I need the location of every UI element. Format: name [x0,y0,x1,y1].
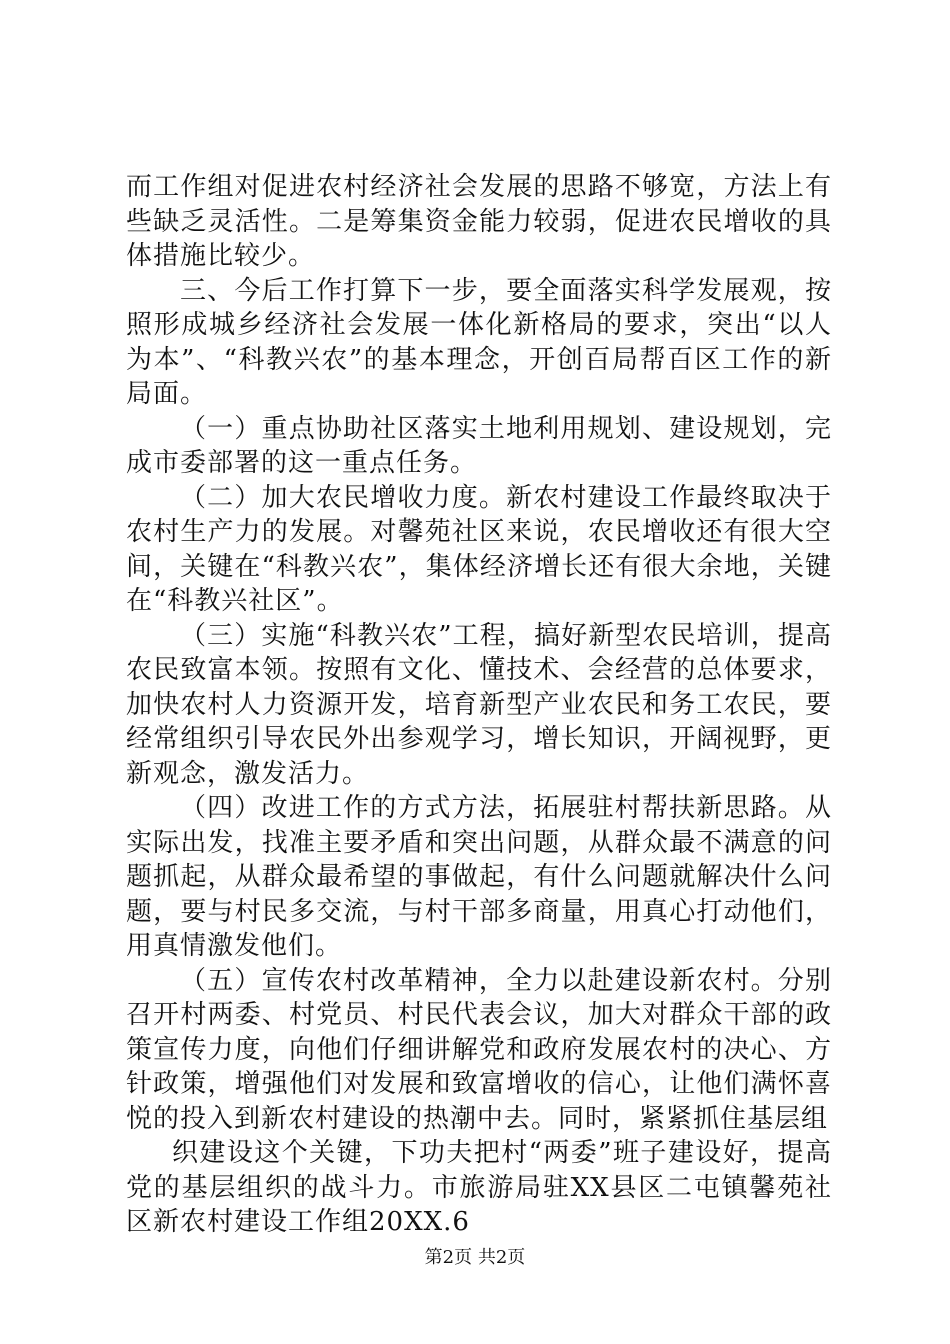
paragraph-item-three: （三）实施“科教兴农”工程，搞好新型农民培训，提高农民致富本领。按照有文化、懂技术、会经营的总体要求，加快农村人力资源开发，培育新型产业农民和务工农民，要经常组织引导农民外出参观学习，增长知识，开阔视野，更新观念，激发活力。 [126,620,832,789]
paragraph-item-five: （五）宣传农村改革精神，全力以赴建设新农村。分别召开村两委、村党员、村民代表会议，加大对群众干部的政策宣传力度，向他们仔细讲解党和政府发展农村的决心、方针政策，增强他们对发展和致富增收的信心，让他们满怀喜悦的投入到新农村建设的热潮中去。同时，紧紧抓住基层组 [126,965,832,1134]
paragraph-item-four: （四）改进工作的方式方法，拓展驻村帮扶新思路。从实际出发，找准主要矛盾和突出问题，从群众最不满意的问题抓起，从群众最希望的事做起，有什么问题就解决什么问题，要与村民多交流，与村干部多商量，用真心打动他们，用真情激发他们。 [126,793,832,961]
page-number-footer: 第2页 共2页 [424,1247,526,1268]
paragraph-item-one: （一）重点协助社区落实土地利用规划、建设规划，完成市委部署的这一重点任务。 [126,413,832,478]
paragraph-closing: 织建设这个关键，下功夫把村“两委”班子建设好，提高党的基层组织的战斗力。市旅游局驻XX县区二屯镇馨苑社区新农村建设工作组20XX.6 [126,1138,832,1237]
document-body [126,170,832,1240]
paragraph-continuation: 而工作组对促进农村经济社会发展的思路不够宽，方法上有些缺乏灵活性。二是筹集资金能力较弱，促进农民增收的具体措施比较少。 [126,172,832,271]
paragraph-item-two: （二）加大农民增收力度。新农村建设工作最终取决于农村生产力的发展。对馨苑社区来说，农民增收还有很大空间，关键在“科教兴农”，集体经济增长还有很大余地，关键在“科教兴社区”。 [126,482,832,616]
paragraph-section-three: 三、今后工作打算下一步，要全面落实科学发展观，按照形成城乡经济社会发展一体化新格局的要求，突出“以人为本”、“科教兴农”的基本理念，开创百局帮百区工作的新局面。 [126,275,832,409]
